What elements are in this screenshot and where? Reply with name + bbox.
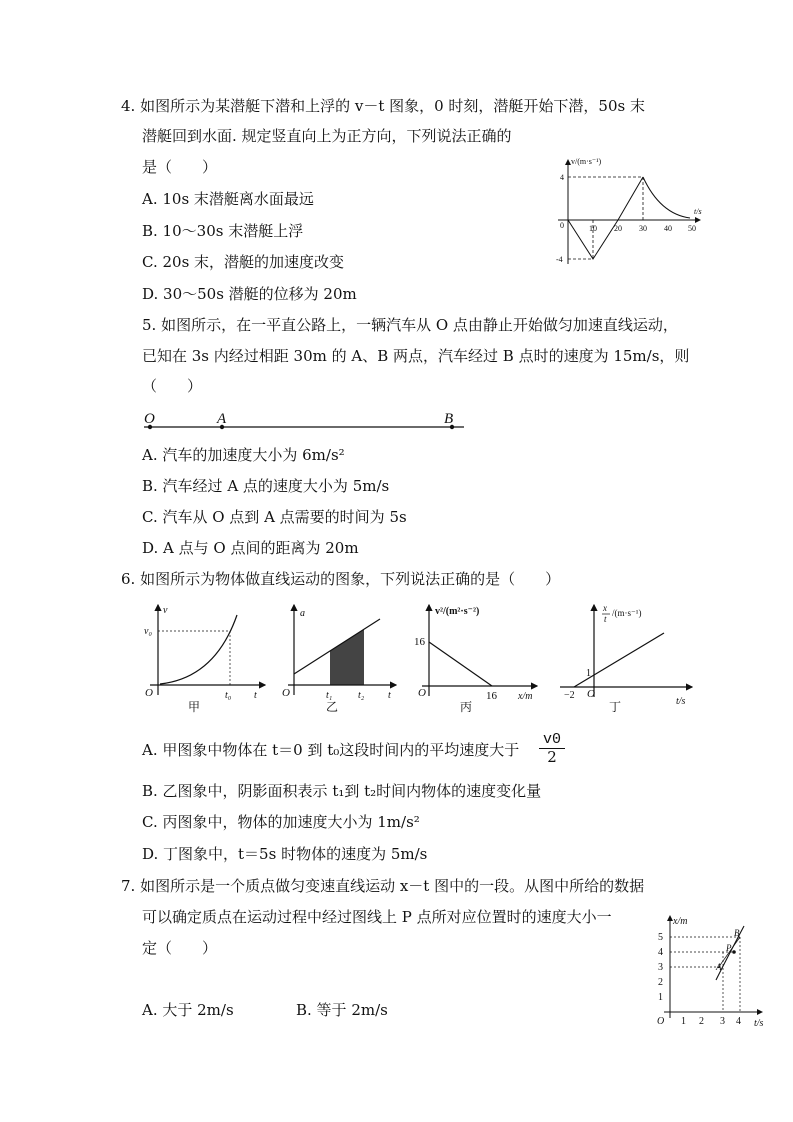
q4-x-tick-10: 10 (589, 224, 597, 233)
q6-yi-t2: t₂ (358, 690, 365, 701)
q7-xt-graph (650, 912, 775, 1030)
q7-y-label: x/m (673, 916, 688, 927)
q6-bing-x-label: x/m (518, 691, 533, 702)
q6-jia-y-label: v (163, 605, 168, 616)
q4-x-tick-20: 20 (614, 224, 622, 233)
q7-x-tick-4: 4 (736, 1016, 741, 1027)
q6-option-a[interactable]: A. 甲图象中物体在 t＝0 到 t₀这段时间内的平均速度大于 (142, 741, 520, 759)
q7-x-tick-3: 3 (720, 1016, 725, 1027)
q4-velocity-line (568, 177, 643, 259)
q7-stem-line3: 定（ ） (142, 939, 218, 957)
q6-graph-jia (140, 600, 270, 715)
q6-jia-x-label: t (254, 690, 257, 701)
q5-option-d[interactable]: D. A 点与 O 点间的距离为 20m (142, 539, 359, 557)
q6-option-a-fraction (539, 731, 565, 766)
q4-stem-line3: 是（ ） (142, 158, 218, 176)
q5-option-b[interactable]: B. 汽车经过 A 点的速度大小为 5m/s (142, 477, 390, 495)
q6-option-a-denominator: 2 (539, 748, 565, 766)
q6-jia-caption: 甲 (188, 700, 201, 714)
q6-bing-y-tick: 16 (414, 636, 425, 648)
q4-vt-graph (550, 152, 710, 272)
q7-x-label: t/s (754, 1018, 764, 1029)
q6-graph-bing (412, 600, 552, 715)
q6-bing-line (429, 642, 492, 686)
q4-stem-line1: 4. 如图所示为某潜艇下潜和上浮的 v－t 图象，0 时刻，潜艇开始下潜，50s 末 (121, 97, 645, 115)
q6-yi-t1: t₁ (326, 690, 333, 701)
q7-label-p: P (726, 943, 732, 953)
q6-jia-y0: v₀ (144, 626, 152, 637)
q4-option-c[interactable]: C. 20s 末，潜艇的加速度改变 (142, 253, 345, 271)
q7-x-tick-1: 1 (681, 1016, 686, 1027)
q7-y-tick-1: 1 (658, 992, 663, 1003)
q5-road-diagram (142, 405, 472, 435)
q6-yi-shaded-area (330, 629, 364, 685)
q6-yi-y-label: a (300, 608, 305, 619)
q5-label-b: B (444, 411, 454, 427)
q4-option-a[interactable]: A. 10s 末潜艇离水面最远 (142, 190, 314, 208)
q4-y-tick-pos: 4 (560, 173, 564, 182)
q5-stem-line1: 5. 如图所示，在一平直公路上，一辆汽车从 O 点由静止开始做匀加速直线运动， (142, 316, 678, 334)
q6-yi-x-label: t (388, 690, 391, 701)
q5-stem-line3: （ ） (142, 377, 203, 395)
q6-bing-x-tick: 16 (486, 690, 497, 702)
q4-x-tick-50: 50 (688, 224, 696, 233)
q5-option-c[interactable]: C. 汽车从 O 点到 A 点需要的时间为 5s (142, 508, 407, 526)
q7-origin: O (657, 1016, 665, 1027)
q7-stem-line1: 7. 如图所示是一个质点做匀变速直线运动 x－t 图中的一段。从图中所给的数据 (121, 877, 645, 895)
q7-y-tick-5: 5 (658, 932, 663, 943)
q6-option-b[interactable]: B. 乙图象中，阴影面积表示 t₁到 t₂时间内物体的速度变化量 (142, 782, 542, 800)
q7-label-a: A (716, 962, 722, 972)
q6-jia-x0: t₀ (225, 690, 232, 701)
q4-y-tick-neg: -4 (556, 255, 563, 264)
q6-bing-caption: 丙 (460, 700, 473, 714)
q6-bing-y-label: v²/(m²·s⁻²) (435, 606, 480, 617)
q7-x-tick-2: 2 (699, 1016, 704, 1027)
q4-velocity-curve (643, 177, 690, 218)
q5-option-a[interactable]: A. 汽车的加速度大小为 6m/s² (142, 446, 345, 464)
q6-ding-caption: 丁 (609, 700, 622, 714)
q7-y-tick-4: 4 (658, 947, 663, 958)
q7-y-tick-2: 2 (658, 977, 663, 988)
q6-ding-y-den: t (604, 614, 607, 624)
q7-option-b[interactable]: B. 等于 2m/s (296, 1001, 388, 1019)
q5-label-a: A (217, 411, 227, 427)
q4-y-label: v/(m·s⁻¹) (571, 157, 602, 166)
q5-label-o: O (144, 411, 155, 427)
q6-graph-yi (278, 600, 403, 715)
q7-stem-line2: 可以确定质点在运动过程中经过图线上 P 点所对应位置时的速度大小一 (142, 908, 612, 926)
q7-option-a[interactable]: A. 大于 2m/s (142, 1001, 234, 1019)
q4-x-tick-30: 30 (639, 224, 647, 233)
q6-ding-y-tick: 1 (586, 668, 591, 679)
q6-ding-origin: O (587, 688, 595, 700)
q6-ding-x-label: t/s (676, 696, 686, 707)
q6-option-c[interactable]: C. 丙图象中，物体的加速度大小为 1m/s² (142, 813, 420, 831)
q7-y-tick-3: 3 (658, 962, 663, 973)
q6-bing-origin: O (418, 687, 426, 699)
q5-stem-line2: 已知在 3s 内经过相距 30m 的 A、B 两点，汽车经过 B 点时的速度为 15m/s，则 (142, 347, 690, 365)
q4-stem-line2: 潜艇回到水面. 规定竖直向上为正方向，下列说法正确的 (142, 127, 512, 145)
q4-option-d[interactable]: D. 30～50s 潜艇的位移为 20m (142, 285, 357, 303)
q4-x-tick-40: 40 (664, 224, 672, 233)
q6-jia-curve (160, 615, 237, 684)
q6-ding-y-num: x (603, 603, 607, 613)
q6-ding-y-unit: /(m·s⁻¹) (612, 608, 642, 618)
q4-x-label: t/s (694, 207, 702, 216)
q6-option-d[interactable]: D. 丁图象中，t＝5s 时物体的速度为 5m/s (142, 845, 428, 863)
q4-option-b[interactable]: B. 10～30s 末潜艇上浮 (142, 222, 304, 240)
q6-ding-x-tick: −2 (564, 690, 575, 701)
q6-graph-ding (556, 600, 696, 715)
q4-origin: 0 (560, 221, 564, 230)
q6-stem-line1: 6. 如图所示为物体做直线运动的图象，下列说法正确的是（ ） (121, 570, 561, 588)
q6-option-a-numerator: v0 (542, 731, 561, 748)
q6-jia-origin: O (145, 687, 153, 699)
q7-point-p (732, 950, 736, 954)
q6-yi-caption: 乙 (326, 700, 339, 714)
q7-label-b: B (734, 928, 740, 938)
q6-yi-origin: O (282, 687, 290, 699)
